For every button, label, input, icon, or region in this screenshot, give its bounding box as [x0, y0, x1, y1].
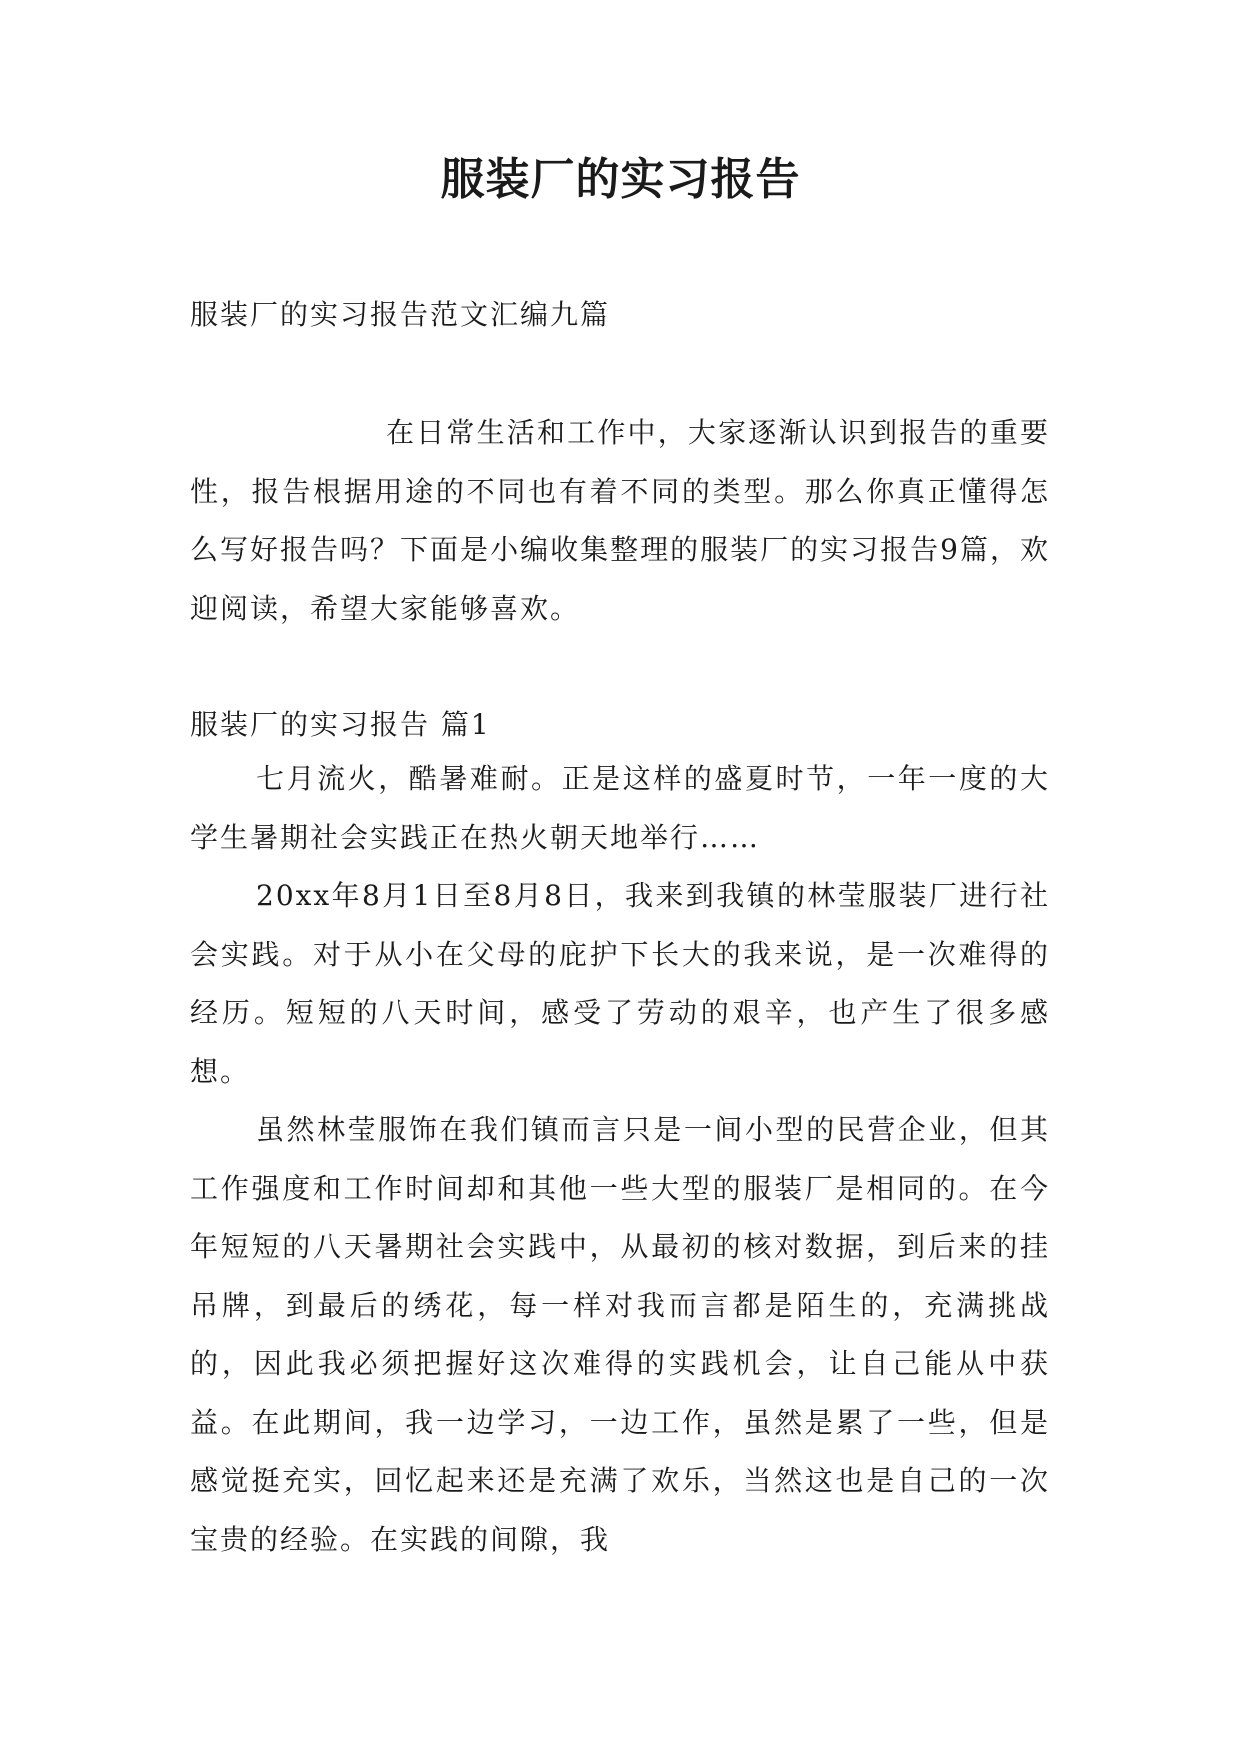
- document-subtitle: 服装厂的实习报告范文汇编九篇: [190, 298, 611, 331]
- section-body: [190, 750, 1050, 1569]
- body-paragraph-2: 20xx年8月1日至8月8日，我来到我镇的林莹服装厂进行社会实践。对于从小在父母的庇护下长大的我来说，是一次难得的经历。短短的八天时间，感受了劳动的艰辛，也产生了很多感想。: [190, 879, 1050, 1088]
- body-paragraph-3: 虽然林莹服饰在我们镇而言只是一间小型的民营企业，但其工作强度和工作时间却和其他一些大型的服装厂是相同的。在今年短短的八天暑期社会实践中，从最初的核对数据，到后来的挂吊牌，到最后的绣花，每一样对我而言都是陌生的，充满挑战的，因此我必须把握好这次难得的实践机会，让自己能从中获益。在此期间，我一边学习，一边工作，虽然是累了一些，但是感觉挺充实，回忆起来还是充满了欢乐，当然这也是自己的一次宝贵的经验。在实践的间隙，我: [190, 1113, 1050, 1556]
- body-paragraph-1: 七月流火，酷暑难耐。正是这样的盛夏时节，一年一度的大学生暑期社会实践正在热火朝天地举行……: [190, 762, 1050, 854]
- intro-paragraph: 在日常生活和工作中，大家逐渐认识到报告的重要性，报告根据用途的不同也有着不同的类型。那么你真正懂得怎么写好报告吗？下面是小编收集整理的服装厂的实习报告9篇，欢迎阅读，希望大家能够喜欢。: [190, 416, 1050, 625]
- section-heading: 服装厂的实习报告 篇1: [190, 708, 491, 741]
- document-title: 服装厂的实习报告: [440, 154, 801, 205]
